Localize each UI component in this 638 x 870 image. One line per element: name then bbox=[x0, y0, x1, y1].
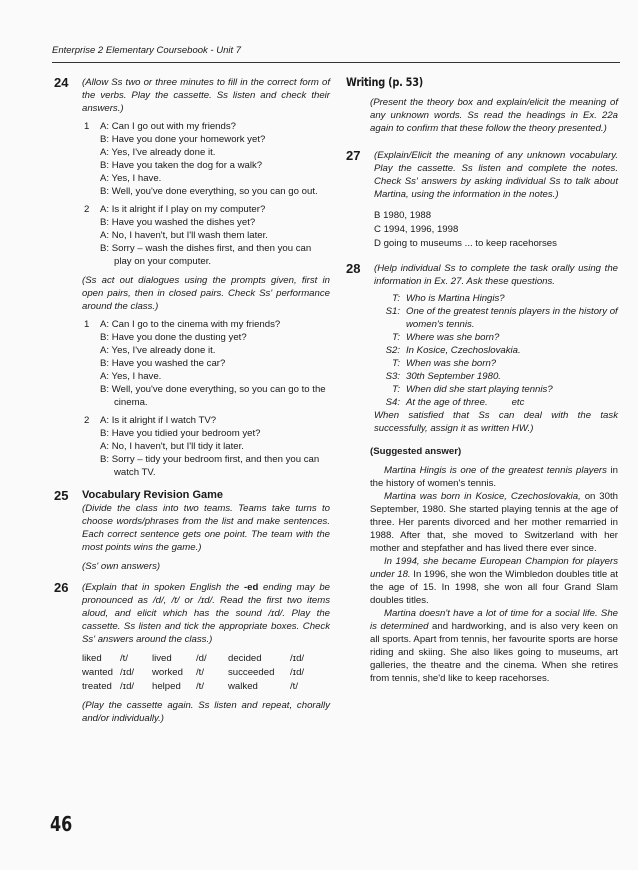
dialogue-line: B: Sorry – tidy your bedroom first, and then you can watch TV. bbox=[100, 454, 320, 478]
qa-line bbox=[374, 331, 618, 344]
dialogue-line: A: Yes, I've already done it. bbox=[100, 147, 216, 158]
topic-sentence: Martina doesn't have a lot of time for a social life. She is determined bbox=[370, 608, 618, 632]
qa-text: At the age of three. etc bbox=[406, 397, 525, 408]
dialogue-line: A: No, I haven't, but I'll wash them later. bbox=[100, 230, 268, 241]
right-column bbox=[346, 76, 618, 685]
dialogue bbox=[82, 203, 330, 268]
dialogue-line: A: Yes, I've already done it. bbox=[100, 345, 216, 356]
sound: /ɪd/ bbox=[120, 667, 135, 678]
exercise-number: 28 bbox=[346, 261, 361, 276]
qa-line bbox=[374, 370, 618, 383]
question-answer-list bbox=[374, 292, 618, 409]
instructions-text: (Explain that in spoken English the bbox=[82, 582, 244, 593]
verb: walked bbox=[228, 681, 258, 692]
answer-paragraph bbox=[370, 607, 618, 685]
paragraph-text: on 30th September, 1980. She started playing tennis at the age of three. Her parents divorced and her mother remarried in 1988. After that, she moved to Switzerland with her mother and stepfather and has lived there ever since. bbox=[370, 491, 618, 554]
verb: liked bbox=[82, 653, 102, 664]
instructions-text: ending may be pronounced as /d/, /t/ or /ɪd/. Read the first two items aloud, and elicit which has the sound /ɪd/. Play the cassette. Ss listen and tick the appropriate boxes. Check Ss' answers around the class.) bbox=[82, 582, 330, 645]
sound: /t/ bbox=[120, 653, 128, 664]
sound: /ɪd/ bbox=[290, 667, 305, 678]
qa-line bbox=[374, 344, 618, 357]
qa-line bbox=[374, 305, 618, 331]
dialogue-line: B: Have you washed the dishes yet? bbox=[100, 217, 256, 228]
exercise-24 bbox=[54, 76, 330, 479]
suggested-answer-title: (Suggested answer) bbox=[370, 446, 462, 457]
answer-list bbox=[374, 209, 618, 250]
exercise-number: 25 bbox=[54, 488, 69, 503]
dialogue-line: B: Have you done the dusting yet? bbox=[100, 332, 247, 343]
dialogue-line: A: Can I go out with my friends? bbox=[100, 121, 236, 132]
exercise-instructions: (Explain/Elicit the meaning of any unknown vocabulary. Play the cassette. Ss listen and complete the notes. Check Ss' answers by asking individual Ss to talk about Martina, using the information in the notes.) bbox=[374, 150, 618, 200]
paragraph-text: In 1996, she won the Wimbledon doubles title at the age of 15. In 1998, she won all four Grand Slam doubles titles. bbox=[370, 569, 618, 606]
verb: helped bbox=[152, 681, 181, 692]
qa-text: One of the greatest tennis players in the history of women's tennis. bbox=[406, 306, 618, 330]
left-column bbox=[54, 76, 330, 731]
speaker: S3: bbox=[385, 371, 400, 382]
qa-text: In Kosice, Czechoslovakia. bbox=[406, 345, 521, 356]
exercise-after: When satisfied that Ss can deal with the task successfully, assign it as written HW.) bbox=[374, 410, 618, 434]
dialogue-line: B: Have you washed the car? bbox=[100, 358, 226, 369]
dialogue-line: A: No, I haven't, but I'll tidy it later. bbox=[100, 441, 244, 452]
dialogue-line: A: Is it alright if I play on my computer? bbox=[100, 204, 266, 215]
dialogue-number: 1 bbox=[84, 319, 90, 330]
exercise-closing: (Play the cassette again. Ss listen and repeat, chorally and/or individually.) bbox=[82, 700, 330, 724]
sound: /t/ bbox=[196, 681, 204, 692]
qa-line bbox=[374, 292, 618, 305]
qa-text: When was she born? bbox=[406, 358, 497, 369]
topic-sentence: Martina Hingis is one of the greatest tennis players bbox=[384, 465, 607, 476]
verb: decided bbox=[228, 653, 262, 664]
sound: /ɪd/ bbox=[290, 653, 305, 664]
verb: wanted bbox=[82, 667, 113, 678]
topic-sentence: Martina was born in Kosice, Czechoslovakia, bbox=[384, 491, 581, 502]
dialogue bbox=[82, 318, 330, 409]
speaker: T: bbox=[392, 358, 400, 369]
dialogue-line: B: Sorry – wash the dishes first, and then you can play on your computer. bbox=[100, 243, 312, 267]
page-number: 46 bbox=[50, 812, 73, 836]
verb: treated bbox=[82, 681, 112, 692]
qa-text: When did she start playing tennis? bbox=[406, 384, 553, 395]
speaker: T: bbox=[392, 332, 400, 343]
qa-line bbox=[374, 383, 618, 396]
suggested-answer bbox=[346, 445, 618, 685]
dialogue-number: 2 bbox=[84, 415, 90, 426]
verb: lived bbox=[152, 653, 172, 664]
exercise-answers: (Ss' own answers) bbox=[82, 561, 161, 572]
answer-item: D going to museums ... to keep racehorses bbox=[374, 238, 557, 249]
qa-text: Where was she born? bbox=[406, 332, 500, 343]
exercise-instructions: (Allow Ss two or three minutes to fill in the correct form of the verbs. Play the cassette. Ss listen and check their answers.) bbox=[82, 77, 330, 114]
answer-paragraph bbox=[370, 464, 618, 490]
sound: /t/ bbox=[290, 681, 298, 692]
dialogue bbox=[82, 120, 330, 198]
exercise-25 bbox=[54, 489, 330, 573]
exercise-instructions: (Divide the class into two teams. Teams take turns to choose words/phrases from the list and make sentences. Each correct sentence gets one point. The team with the most points wins the game.) bbox=[82, 503, 330, 553]
speaker: S4: bbox=[385, 397, 400, 408]
dialogue-line: A: Is it alright if I watch TV? bbox=[100, 415, 217, 426]
dialogue bbox=[82, 414, 330, 479]
exercise-26 bbox=[54, 581, 330, 725]
exercise-number: 26 bbox=[54, 580, 69, 595]
qa-text: Who is Martina Hingis? bbox=[406, 293, 505, 304]
dialogue-line: B: Have you done your homework yet? bbox=[100, 134, 266, 145]
topic-sentence: In 1994, she became European Champion for players under 18. bbox=[370, 556, 618, 580]
speaker: S1: bbox=[385, 306, 400, 317]
answer-item: C 1994, 1996, 1998 bbox=[374, 224, 459, 235]
exercise-title: Vocabulary Revision Game bbox=[82, 489, 224, 501]
qa-text: 30th September 1980. bbox=[406, 371, 501, 382]
running-head: Enterprise 2 Elementary Coursebook - Unit 7 bbox=[52, 45, 242, 56]
sound: /t/ bbox=[196, 667, 204, 678]
exercise-instructions: (Ss act out dialogues using the prompts given, first in open pairs, then in closed pairs. Check Ss' performance around the class.) bbox=[82, 275, 330, 312]
answer-paragraph bbox=[370, 555, 618, 607]
header-rule bbox=[52, 62, 620, 63]
verb: succeeded bbox=[228, 667, 275, 678]
speaker: T: bbox=[392, 293, 400, 304]
answer-paragraph bbox=[370, 490, 618, 555]
answer-item: B 1980, 1988 bbox=[374, 210, 432, 221]
sound: /ɪd/ bbox=[120, 681, 135, 692]
dialogue-line: B: Have you tidied your bedroom yet? bbox=[100, 428, 261, 439]
speaker: S2: bbox=[385, 345, 400, 356]
writing-section bbox=[346, 76, 618, 135]
dialogue-line: B: Well, you've done everything, so you can go out. bbox=[100, 186, 318, 197]
section-title: Writing (p. 53) bbox=[346, 75, 423, 89]
sound: /d/ bbox=[196, 653, 207, 664]
exercise-instructions: (Help individual Ss to complete the task orally using the information in Ex. 27. Ask these questions. bbox=[374, 263, 618, 287]
dialogue-line: B: Well, you've done everything, so you can go to the cinema. bbox=[100, 384, 326, 408]
dialogue-line: B: Have you taken the dog for a walk? bbox=[100, 160, 263, 171]
dialogue-line: A: Yes, I have. bbox=[100, 371, 162, 382]
ed-ending: -ed bbox=[243, 582, 259, 593]
qa-line bbox=[374, 396, 618, 409]
exercise-number: 27 bbox=[346, 148, 361, 163]
exercise-27 bbox=[346, 149, 618, 250]
exercise-instructions bbox=[82, 581, 330, 646]
exercise-number: 24 bbox=[54, 75, 69, 90]
dialogue-number: 2 bbox=[84, 204, 90, 215]
speaker: T: bbox=[392, 384, 400, 395]
dialogue-line: A: Can I go to the cinema with my friends? bbox=[100, 319, 281, 330]
dialogue-number: 1 bbox=[84, 121, 90, 132]
paragraph-text: and hardworking, and is also very keen on all sports. Apart from tennis, her favourite sports are horse riding and skiing. She also likes going to museums, art galleries, the theatre and the cinema. When she retires from tennis, she'd like to keep racehorses. bbox=[370, 621, 618, 684]
dialogue-line: A: Yes, I have. bbox=[100, 173, 162, 184]
verb: worked bbox=[152, 667, 183, 678]
paragraph-text: in the history of women's tennis. bbox=[370, 465, 618, 489]
qa-line bbox=[374, 357, 618, 370]
verb-table bbox=[82, 652, 330, 693]
exercise-28 bbox=[346, 262, 618, 435]
section-instructions: (Present the theory box and explain/elicit the meaning of any unknown words. Ss read the headings in Ex. 22a again to confirm that these follow the theory presented.) bbox=[370, 97, 618, 134]
